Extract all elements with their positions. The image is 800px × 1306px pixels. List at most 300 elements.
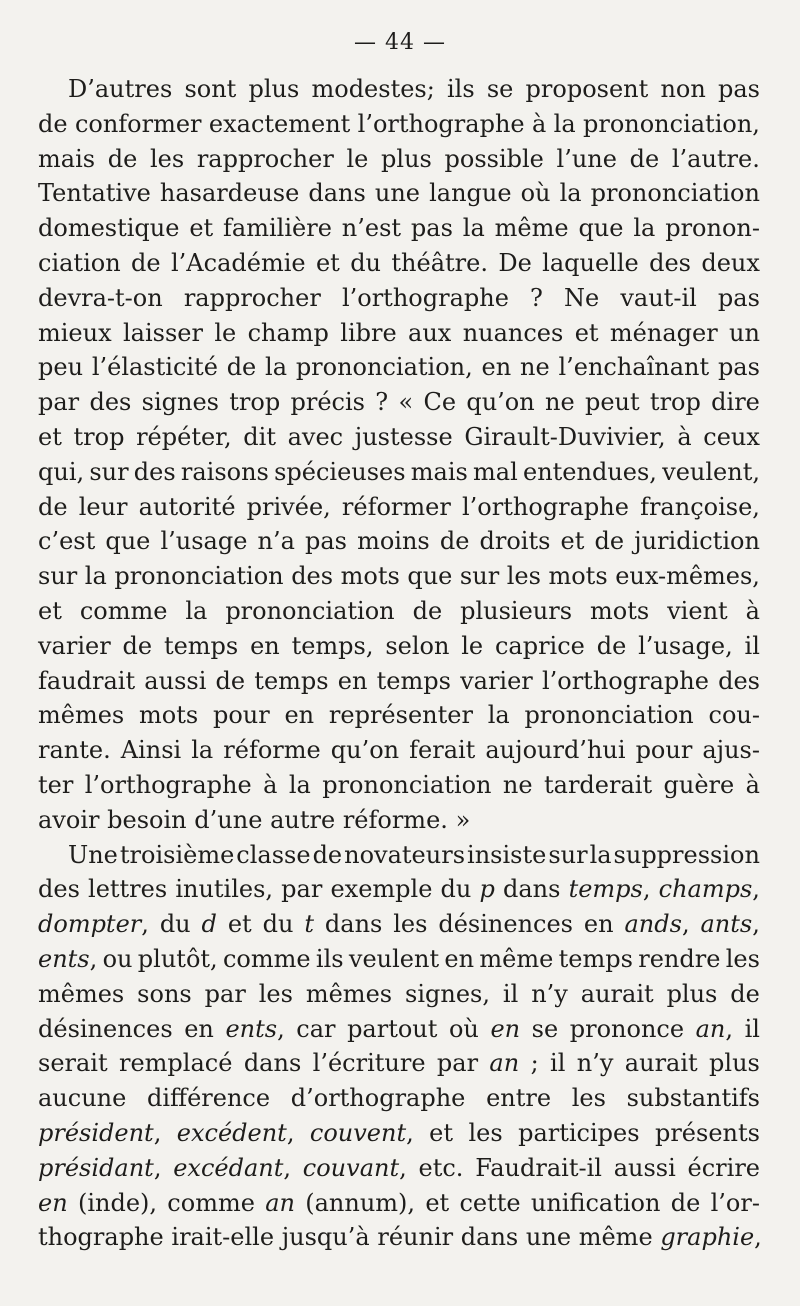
italic-term: an xyxy=(265,1188,295,1217)
word: comme xyxy=(167,1188,255,1217)
word: de xyxy=(38,492,68,521)
word: des xyxy=(291,562,334,591)
word: inutiles, xyxy=(175,875,274,904)
word: le xyxy=(214,318,237,347)
word: ne xyxy=(544,388,575,417)
word: des xyxy=(89,388,132,417)
word: où xyxy=(448,1014,479,1043)
word: l’orthographe xyxy=(341,283,509,312)
word: comme xyxy=(222,944,311,973)
word: signes, xyxy=(405,979,490,1008)
word: modestes; xyxy=(311,75,435,103)
word: mêmes xyxy=(38,979,125,1008)
page-number: — 44 — xyxy=(354,30,446,55)
word: an, xyxy=(695,1014,734,1043)
text-line xyxy=(38,768,760,803)
word: D’autres xyxy=(68,75,173,103)
word: pronon- xyxy=(665,214,760,243)
word: substantifs xyxy=(626,1084,760,1113)
word: par xyxy=(38,388,80,417)
text-line xyxy=(38,1012,760,1047)
word: des xyxy=(649,248,691,277)
word: varier xyxy=(460,666,533,695)
word: se xyxy=(486,75,514,103)
word: irait-elle xyxy=(171,1223,275,1252)
word: ou xyxy=(102,944,133,973)
word: spécieuses xyxy=(274,457,406,486)
word: la xyxy=(559,179,582,208)
word: où xyxy=(520,179,551,208)
word: ands, xyxy=(624,910,690,939)
word: l’écriture xyxy=(312,1049,426,1078)
word: à xyxy=(745,596,760,625)
italic-term: t xyxy=(304,910,314,939)
word: prononciation xyxy=(524,701,694,730)
word: dans xyxy=(502,875,561,904)
word: n’y xyxy=(531,979,568,1008)
word: ; xyxy=(530,1049,539,1078)
word: libre xyxy=(340,318,397,347)
word: ne xyxy=(519,353,550,382)
text-line xyxy=(38,942,760,977)
italic-term: temps xyxy=(568,875,643,904)
word: ils xyxy=(315,944,344,973)
italic-term: p xyxy=(479,875,495,904)
word: autorité xyxy=(138,492,236,521)
word: et xyxy=(429,1118,454,1147)
text-line xyxy=(38,1186,760,1221)
word: De xyxy=(498,248,532,277)
word: ents, xyxy=(38,944,98,973)
word: devra-t-on xyxy=(38,283,163,312)
word: du xyxy=(159,910,191,939)
word: couvant, xyxy=(302,1153,407,1182)
text-line xyxy=(38,1046,760,1081)
word: mais xyxy=(410,457,468,486)
word: temps xyxy=(254,666,329,695)
word: ? xyxy=(530,283,543,312)
word: réforme. xyxy=(342,805,448,834)
word: l’enchaînant xyxy=(558,353,710,382)
word: que xyxy=(105,527,151,556)
text-line xyxy=(38,385,760,420)
word: plus xyxy=(709,1049,760,1078)
word: des xyxy=(718,666,760,695)
word: représenter xyxy=(328,701,473,730)
text-line xyxy=(38,872,760,907)
word: proposent xyxy=(525,75,649,103)
text-line xyxy=(38,420,760,455)
word: en xyxy=(583,910,614,939)
word: mal xyxy=(473,457,518,486)
word xyxy=(202,907,217,942)
word: en xyxy=(337,666,368,695)
word xyxy=(38,1186,68,1221)
word: et xyxy=(315,248,340,277)
body-text xyxy=(38,72,760,1255)
word: classe xyxy=(236,840,311,869)
italic-term: présidant xyxy=(38,1153,154,1182)
italic-term: an xyxy=(695,1014,726,1043)
word: que xyxy=(578,214,624,243)
text-line xyxy=(38,281,760,316)
word: prononciation xyxy=(322,770,492,799)
word: caprice xyxy=(494,631,585,660)
word: et xyxy=(560,527,585,556)
word: (inde), xyxy=(77,1188,158,1217)
italic-term: champs xyxy=(658,875,753,904)
text-line xyxy=(38,1116,760,1151)
word: de xyxy=(226,353,257,382)
text-line xyxy=(38,907,760,942)
word: par xyxy=(281,875,323,904)
word: les xyxy=(506,562,541,591)
word: prononce xyxy=(569,1014,685,1043)
word: et xyxy=(189,214,214,243)
word: cou- xyxy=(708,701,760,730)
italic-term: couvant xyxy=(302,1153,400,1182)
word: aurait xyxy=(580,979,654,1008)
word: que xyxy=(407,562,453,591)
text-line xyxy=(38,246,760,281)
word: l’orthographe xyxy=(461,492,629,521)
word: temps xyxy=(163,631,239,660)
word: de xyxy=(439,527,470,556)
word: Ce xyxy=(423,388,457,417)
word: mots xyxy=(340,562,400,591)
word: du xyxy=(262,910,294,939)
word: il xyxy=(502,979,519,1008)
word: la xyxy=(191,736,214,765)
word xyxy=(304,907,314,942)
word: précis xyxy=(290,388,365,417)
word: veulent xyxy=(348,944,440,973)
word: répéter, xyxy=(136,422,232,451)
word: sur xyxy=(548,840,588,869)
word: » xyxy=(455,805,471,834)
word: pour xyxy=(635,736,693,765)
text-line xyxy=(38,803,760,838)
word: aucune xyxy=(38,1084,127,1113)
word: cette xyxy=(459,1188,521,1217)
word: dire xyxy=(711,388,760,417)
word: ménager xyxy=(609,318,718,347)
italic-term: d xyxy=(201,910,217,939)
word: à xyxy=(677,422,692,451)
word: champs, xyxy=(658,875,760,904)
italic-term: excédant xyxy=(173,1153,284,1182)
word: possible xyxy=(444,144,544,173)
word: suppression xyxy=(613,840,760,869)
word: une xyxy=(374,179,421,208)
word: du xyxy=(350,248,382,277)
word xyxy=(479,872,494,907)
word: comme xyxy=(79,596,168,625)
word: avoir xyxy=(38,805,100,834)
word: l’orthographe xyxy=(84,770,252,799)
word: et xyxy=(38,596,62,625)
word: ciation xyxy=(38,248,121,277)
word: prononciation xyxy=(225,596,395,625)
word: pas xyxy=(305,527,347,556)
word: par xyxy=(436,1049,479,1078)
word: du xyxy=(440,875,472,904)
word: désinences xyxy=(438,910,573,939)
word: une xyxy=(525,1223,572,1252)
word: non xyxy=(660,75,706,103)
word: n’est xyxy=(341,214,402,243)
word: de xyxy=(122,631,153,660)
italic-term: excédent xyxy=(176,1118,287,1147)
word: car xyxy=(296,1014,336,1043)
word: mots xyxy=(548,562,608,591)
text-line xyxy=(38,142,760,177)
word: l’usage xyxy=(160,527,248,556)
text-line xyxy=(38,211,760,246)
word: par xyxy=(204,979,246,1008)
word: en xyxy=(444,944,475,973)
word: laquelle xyxy=(542,248,639,277)
word: même xyxy=(479,944,554,973)
word: Ainsi xyxy=(120,736,182,765)
word: eux-mêmes, xyxy=(615,562,760,591)
text-line xyxy=(38,72,760,107)
word: il xyxy=(550,1049,566,1078)
word: la xyxy=(553,109,576,138)
italic-term: président xyxy=(38,1118,154,1147)
word: dans xyxy=(324,910,383,939)
word: pas xyxy=(717,75,760,103)
word: en xyxy=(250,631,280,660)
word: la xyxy=(84,562,107,591)
word: la xyxy=(288,770,311,799)
italic-term: en xyxy=(490,1014,521,1043)
word: ceux xyxy=(703,422,760,451)
word: de xyxy=(312,840,343,869)
word xyxy=(490,1012,520,1047)
word: de xyxy=(594,527,625,556)
word: présents xyxy=(654,1118,760,1147)
word: aussi xyxy=(144,666,207,695)
word: excédent, xyxy=(176,1118,295,1147)
text-line xyxy=(38,1081,760,1116)
text-line xyxy=(38,698,760,733)
word: de xyxy=(412,596,443,625)
word: entre xyxy=(486,1084,552,1113)
word: les xyxy=(393,910,428,939)
word: françoise, xyxy=(640,492,760,521)
word: aussi xyxy=(613,1153,676,1182)
text-line xyxy=(38,594,760,629)
word: et xyxy=(574,318,599,347)
word: varier xyxy=(38,631,111,660)
word: temps, xyxy=(291,631,374,660)
word: unification xyxy=(530,1188,661,1217)
word: de xyxy=(131,248,161,277)
text-line xyxy=(38,316,760,351)
word: en xyxy=(284,701,315,730)
word: le xyxy=(461,631,484,660)
word: sont xyxy=(184,75,237,103)
word: plus xyxy=(666,979,718,1008)
word: « xyxy=(398,388,414,417)
word: plusieurs xyxy=(460,596,573,625)
word: entendues, xyxy=(523,457,657,486)
word: (annum), xyxy=(305,1188,416,1217)
word: de xyxy=(670,1188,701,1217)
word: exactement xyxy=(208,109,351,138)
word: se xyxy=(531,1014,559,1043)
word: prononciation xyxy=(590,179,760,208)
word: ferait xyxy=(409,736,476,765)
word: les xyxy=(571,1084,606,1113)
word: rapprocher xyxy=(183,283,321,312)
text-line xyxy=(38,1151,760,1186)
word: remplacé xyxy=(119,1049,233,1078)
word: les xyxy=(258,979,293,1008)
word xyxy=(265,1186,295,1221)
word: laisser xyxy=(123,318,203,347)
word: les xyxy=(149,144,185,173)
text-line xyxy=(38,524,760,559)
word: le xyxy=(346,144,369,173)
word: vaut-il xyxy=(620,283,697,312)
word: l’une xyxy=(556,144,617,173)
italic-term: couvent xyxy=(309,1118,407,1147)
word: ents, xyxy=(225,1014,285,1043)
word: graphie, xyxy=(660,1223,762,1252)
word: temps, xyxy=(568,875,651,904)
word: juridiction xyxy=(634,527,760,556)
word: avec xyxy=(287,422,344,451)
word: un xyxy=(729,318,760,347)
word: de xyxy=(38,109,68,138)
word: sur xyxy=(89,457,129,486)
word: ter xyxy=(38,770,74,799)
word: c’est xyxy=(38,527,96,556)
italic-term: ants xyxy=(700,910,753,939)
word: qu’on xyxy=(466,388,535,417)
word: insiste xyxy=(467,840,547,869)
word: exemple xyxy=(330,875,433,904)
word: signes xyxy=(141,388,219,417)
word: la xyxy=(462,214,485,243)
word: Ne xyxy=(564,283,600,312)
word: mots xyxy=(590,596,650,625)
word: à xyxy=(745,770,760,799)
word: rante. xyxy=(38,736,111,765)
word: lettres xyxy=(88,875,168,904)
word: besoin xyxy=(107,805,187,834)
text-line xyxy=(38,664,760,699)
word: plus xyxy=(248,75,300,103)
word: pour xyxy=(212,701,270,730)
text-line xyxy=(38,490,760,525)
text-line xyxy=(38,1220,760,1255)
word: de xyxy=(215,666,246,695)
word: ? xyxy=(375,388,389,417)
word: pas xyxy=(717,353,760,382)
word: autre xyxy=(270,805,336,834)
word: jusqu’à xyxy=(281,1223,370,1252)
word: à xyxy=(263,770,278,799)
word: n’a xyxy=(257,527,295,556)
text-line xyxy=(38,455,760,490)
word: de xyxy=(107,144,138,173)
word: trop xyxy=(649,388,701,417)
word: écrire xyxy=(687,1153,760,1182)
word: droits xyxy=(479,527,551,556)
word: la xyxy=(265,353,288,382)
word: dans xyxy=(460,1223,519,1252)
word: partout xyxy=(347,1014,438,1043)
word: la xyxy=(633,214,656,243)
word: même xyxy=(494,214,569,243)
word: leur xyxy=(78,492,128,521)
word: il xyxy=(744,631,760,660)
text-line xyxy=(38,733,760,768)
word: l’orthographe xyxy=(541,666,709,695)
word: troisième xyxy=(119,840,235,869)
word: Une xyxy=(68,840,118,869)
word: différence xyxy=(147,1084,271,1113)
italic-term: graphie xyxy=(660,1223,755,1252)
text-line xyxy=(38,176,760,211)
word: hasardeuse xyxy=(159,179,300,208)
word: la xyxy=(487,701,510,730)
word: prononciation, xyxy=(295,353,473,382)
italic-term: an xyxy=(489,1049,520,1078)
word: aurait xyxy=(624,1049,698,1078)
word: dans xyxy=(308,179,366,208)
word: et xyxy=(227,910,252,939)
word: même xyxy=(578,1223,653,1252)
word: Tentative xyxy=(38,179,151,208)
word: l’orthographe xyxy=(357,109,525,138)
word: d’orthographe xyxy=(290,1084,466,1113)
word: selon xyxy=(385,631,450,660)
word: réformer xyxy=(341,492,451,521)
word: prononciation, xyxy=(582,109,760,138)
word: en xyxy=(184,1014,214,1043)
word: pas xyxy=(410,214,453,243)
text-line xyxy=(38,629,760,664)
text-line xyxy=(38,559,760,594)
word: l’or- xyxy=(710,1188,760,1217)
word: dans xyxy=(243,1049,302,1078)
word: en xyxy=(481,353,512,382)
word: dit xyxy=(243,422,276,451)
word: ils xyxy=(447,75,475,103)
word: la xyxy=(589,840,612,869)
word: Faudrait-il xyxy=(475,1153,602,1182)
word: trop xyxy=(73,422,125,451)
word: peu xyxy=(38,353,84,382)
word: deux xyxy=(701,248,760,277)
word: temps xyxy=(376,666,451,695)
word: raisons xyxy=(180,457,269,486)
word: conformer xyxy=(74,109,202,138)
word: ants, xyxy=(700,910,760,939)
word: des xyxy=(38,875,80,904)
text-line xyxy=(38,838,760,873)
word: n’y xyxy=(576,1049,614,1078)
word: participes xyxy=(518,1118,640,1147)
word: mais xyxy=(38,144,96,173)
word: l’élasticité xyxy=(91,353,218,382)
word: l’usage, xyxy=(638,631,733,660)
word: peut xyxy=(584,388,640,417)
